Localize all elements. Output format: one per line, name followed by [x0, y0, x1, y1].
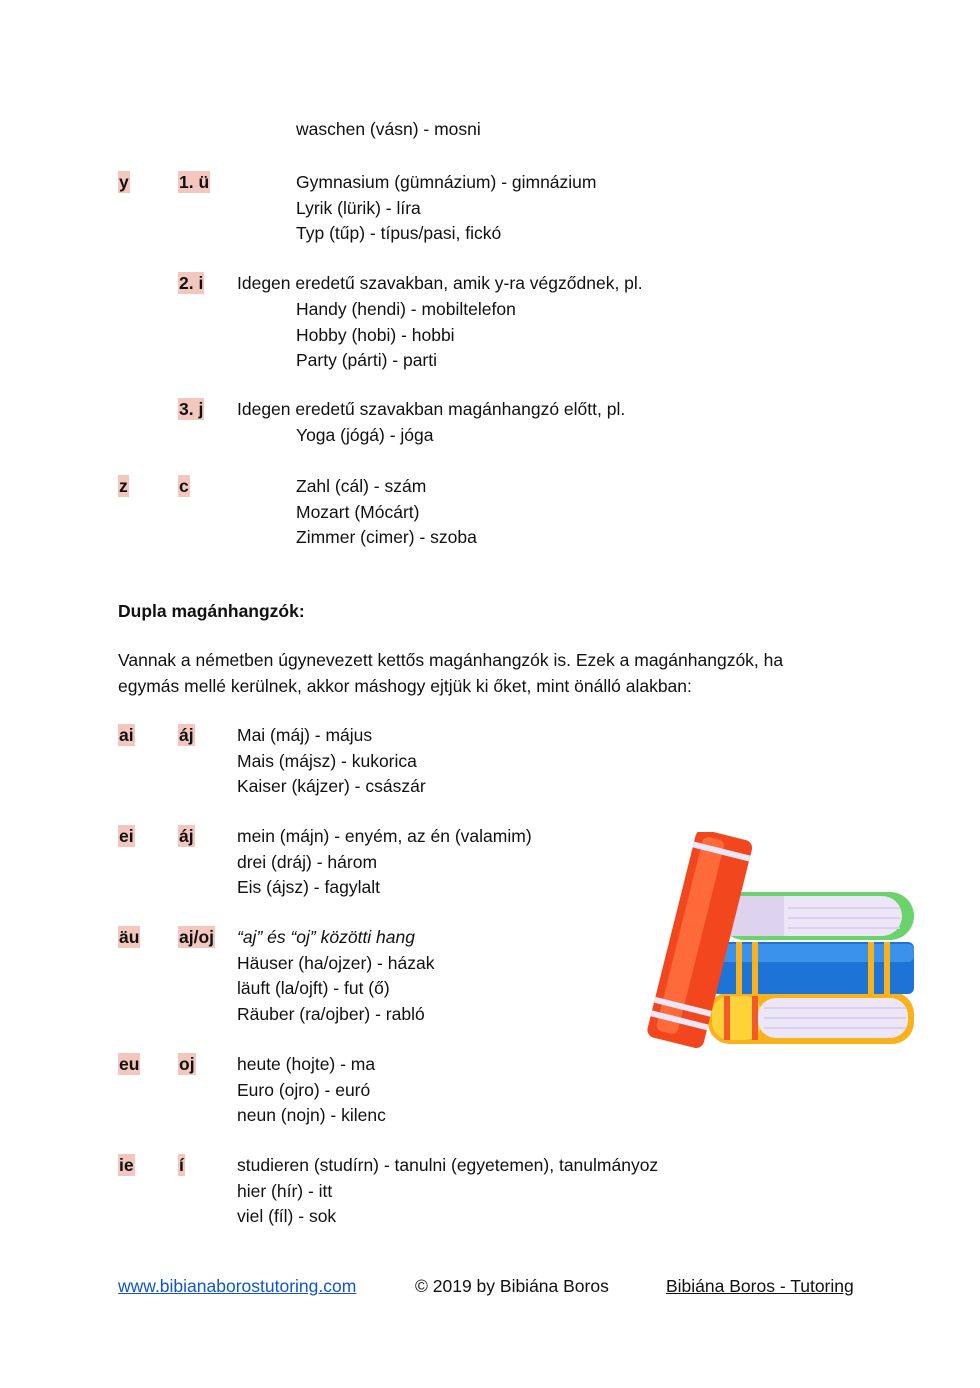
example-list [237, 825, 532, 902]
example-line: Mais (májsz) - kukorica [237, 750, 417, 771]
sound-badge: áj [179, 826, 194, 846]
example-line: Lyrik (lürik) - líra [296, 197, 421, 218]
example-line: läuft (la/ojft) - fut (ő) [237, 978, 390, 998]
example-line: mein (májn) - enyém, az én (valamim) [237, 826, 532, 846]
intro-line: egymás mellé kerülnek, akkor máshogy ejtjük ki őket, mint önálló alakban: [118, 675, 692, 696]
sound-badge: oj [179, 1054, 195, 1074]
rule-description: Idegen eredetű szavakban, amik y-ra végződnek, pl. [237, 273, 643, 293]
example-line: Eis (ájsz) - fagylalt [237, 877, 380, 897]
letter-badge: ai [119, 725, 134, 745]
copyright-text: © 2019 by Bibiána Boros [415, 1276, 609, 1296]
example-line: viel (fíl) - sok [237, 1206, 337, 1226]
brand-link[interactable]: Bibiána Boros - Tutoring [666, 1276, 854, 1296]
example-line: Zahl (cál) - szám [296, 476, 427, 496]
rule-label: 3. j [179, 399, 204, 419]
rule-description: Idegen eredetű szavakban magánhangzó előtt, pl. [237, 399, 626, 419]
example-list [237, 1154, 658, 1231]
example-line: neun (nojn) - kilenc [237, 1105, 386, 1125]
example-line: Kaiser (kájzer) - császár [237, 776, 426, 796]
example-line: Party (párti) - parti [296, 350, 437, 370]
books-stack-icon [640, 832, 920, 1052]
example-line: Räuber (ra/ojber) - rabló [237, 1003, 425, 1024]
example-line: heute (hojte) - ma [237, 1054, 376, 1074]
sound-badge: áj [179, 725, 194, 745]
example-list [237, 926, 434, 1028]
letter-badge: z [119, 476, 128, 496]
letter-badge: ei [119, 826, 134, 846]
letter-badge: y [119, 172, 129, 192]
example-list [237, 1053, 386, 1130]
example-line: Yoga (jógá) - jóga [296, 425, 434, 445]
sound-badge: í [179, 1155, 184, 1175]
example-line: studieren (studírn) - tanulni (egyetemen), tanulmányoz [237, 1155, 659, 1175]
example-line: Mai (máj) - május [237, 725, 373, 745]
sound-badge: aj/oj [179, 927, 215, 947]
intro-line: Vannak a németben úgynevezett kettős magánhangzók is. Ezek a magánhangzók, ha [118, 650, 784, 670]
letter-badge: ie [119, 1155, 134, 1175]
pronunciation-note: “aj” és “oj” közötti hang [237, 927, 415, 947]
rule-label: 1. ü [179, 172, 210, 192]
example-line: Häuser (ha/ojzer) - házak [237, 952, 435, 973]
intro-paragraph [118, 649, 783, 700]
example-line: Gymnasium (gümnázium) - gimnázium [296, 172, 597, 192]
example-list [296, 424, 434, 450]
example-line: Mozart (Mócárt) [296, 501, 420, 522]
letter-badge: äu [119, 927, 140, 947]
letter-badge: eu [119, 1054, 140, 1074]
example-line: waschen (vásn) - mosni [296, 119, 481, 139]
rule-label: 2. i [179, 273, 204, 293]
website-link[interactable]: www.bibianaborostutoring.com [118, 1276, 357, 1296]
example-list [237, 724, 426, 801]
example-line: Euro (ojro) - euró [237, 1079, 371, 1100]
example-line: Handy (hendi) - mobiltelefon [296, 299, 516, 319]
example-line: hier (hír) - itt [237, 1180, 333, 1201]
example-line: Typ (tűp) - típus/pasi, fickó [296, 223, 502, 243]
example-list [296, 298, 516, 375]
section-heading: Dupla magánhangzók: [118, 601, 305, 621]
sound-badge: c [179, 476, 189, 496]
example-line: drei (dráj) - három [237, 851, 378, 872]
example-list [296, 475, 477, 552]
example-list [296, 171, 597, 248]
example-line: Hobby (hobi) - hobbi [296, 324, 455, 345]
example-line: Zimmer (cimer) - szoba [296, 527, 477, 547]
